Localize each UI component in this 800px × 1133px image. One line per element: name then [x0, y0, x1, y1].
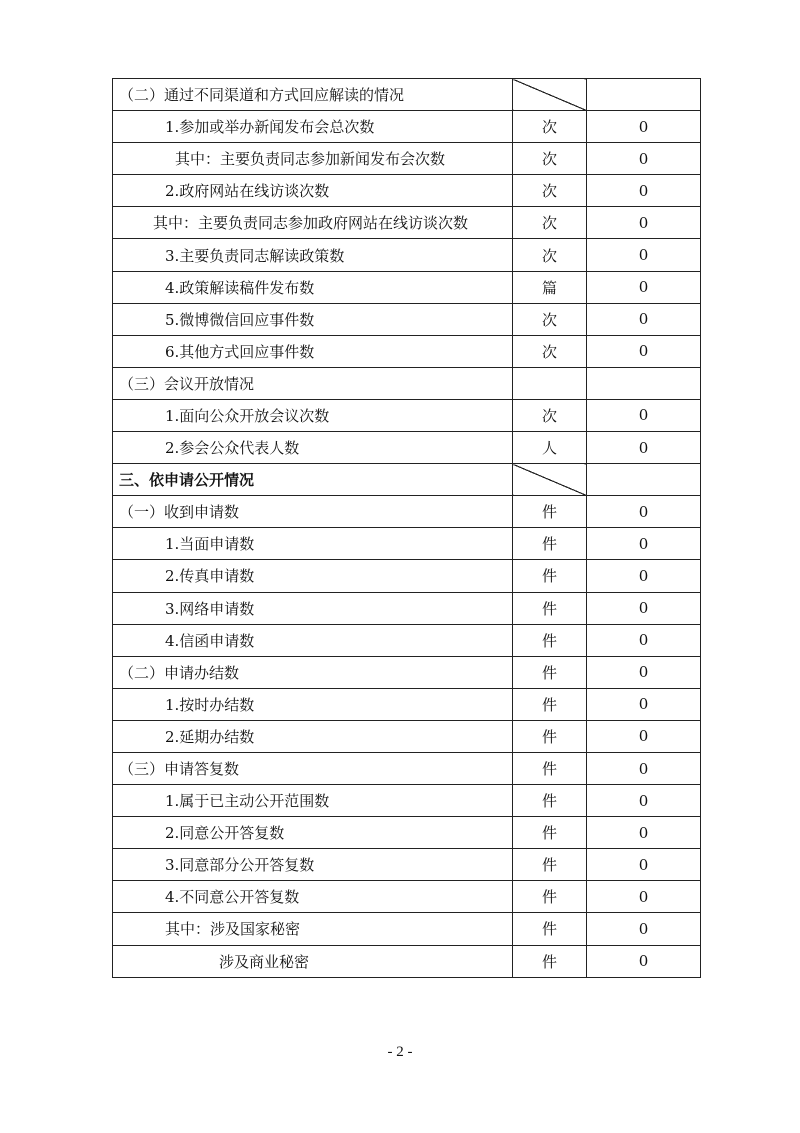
row-label: 2.政府网站在线访谈次数 [113, 175, 513, 207]
value-cell: 0 [587, 913, 701, 945]
table-row [113, 913, 701, 945]
unit-cell: 件 [513, 720, 587, 752]
table-row [113, 817, 701, 849]
row-label: 2.延期办结数 [113, 720, 513, 752]
table-row [113, 464, 701, 496]
table-row [113, 111, 701, 143]
table-row [113, 688, 701, 720]
value-cell: 0 [587, 496, 701, 528]
row-label: 其中：主要负责同志参加政府网站在线访谈次数 [113, 207, 513, 239]
value-cell: 0 [587, 143, 701, 175]
table-row [113, 785, 701, 817]
table-row [113, 432, 701, 464]
statistics-table [112, 78, 701, 978]
table-row [113, 399, 701, 431]
unit-cell: 件 [513, 496, 587, 528]
row-label: 1.参加或举办新闻发布会总次数 [113, 111, 513, 143]
table-row [113, 143, 701, 175]
unit-cell: 件 [513, 624, 587, 656]
value-cell: 0 [587, 817, 701, 849]
value-cell [587, 79, 701, 111]
table-row [113, 528, 701, 560]
row-label: （二）申请办结数 [113, 656, 513, 688]
value-cell: 0 [587, 399, 701, 431]
row-label: 4.政策解读稿件发布数 [113, 271, 513, 303]
unit-cell: 件 [513, 849, 587, 881]
value-cell: 0 [587, 335, 701, 367]
table-row [113, 79, 701, 111]
row-label: 2.同意公开答复数 [113, 817, 513, 849]
unit-cell: 件 [513, 560, 587, 592]
value-cell: 0 [587, 720, 701, 752]
unit-cell: 次 [513, 143, 587, 175]
unit-cell: 件 [513, 945, 587, 977]
row-label: 4.信函申请数 [113, 624, 513, 656]
value-cell: 0 [587, 560, 701, 592]
row-label: 2.传真申请数 [113, 560, 513, 592]
unit-cell [513, 367, 587, 399]
row-label: （三）申请答复数 [113, 752, 513, 784]
table-row [113, 592, 701, 624]
unit-cell: 次 [513, 111, 587, 143]
unit-cell: 次 [513, 303, 587, 335]
row-label: 1.面向公众开放会议次数 [113, 399, 513, 431]
row-label: 1.属于已主动公开范围数 [113, 785, 513, 817]
row-label: 6.其他方式回应事件数 [113, 335, 513, 367]
unit-cell: 件 [513, 688, 587, 720]
table-row [113, 207, 701, 239]
value-cell: 0 [587, 111, 701, 143]
table-row [113, 303, 701, 335]
value-cell [587, 464, 701, 496]
value-cell: 0 [587, 592, 701, 624]
unit-cell: 次 [513, 207, 587, 239]
row-label: 3.网络申请数 [113, 592, 513, 624]
table-body [113, 79, 701, 978]
row-label: 3.同意部分公开答复数 [113, 849, 513, 881]
unit-cell-diagonal [513, 79, 587, 111]
row-label: （三）会议开放情况 [113, 367, 513, 399]
table-row [113, 560, 701, 592]
unit-cell: 次 [513, 399, 587, 431]
value-cell [587, 367, 701, 399]
row-label: 涉及商业秘密 [113, 945, 513, 977]
value-cell: 0 [587, 207, 701, 239]
value-cell: 0 [587, 271, 701, 303]
unit-cell: 次 [513, 335, 587, 367]
unit-cell: 件 [513, 817, 587, 849]
value-cell: 0 [587, 752, 701, 784]
row-label: 4.不同意公开答复数 [113, 881, 513, 913]
row-label: （一）收到申请数 [113, 496, 513, 528]
row-label: 1.当面申请数 [113, 528, 513, 560]
row-label: 其中：主要负责同志参加新闻发布会次数 [113, 143, 513, 175]
page-number: - 2 - [387, 1044, 413, 1060]
unit-cell: 件 [513, 528, 587, 560]
unit-cell: 件 [513, 752, 587, 784]
value-cell: 0 [587, 945, 701, 977]
row-label: 5.微博微信回应事件数 [113, 303, 513, 335]
table-row [113, 175, 701, 207]
value-cell: 0 [587, 849, 701, 881]
unit-cell: 人 [513, 432, 587, 464]
unit-cell: 件 [513, 913, 587, 945]
unit-cell: 件 [513, 656, 587, 688]
table-row [113, 656, 701, 688]
unit-cell: 次 [513, 239, 587, 271]
value-cell: 0 [587, 528, 701, 560]
value-cell: 0 [587, 175, 701, 207]
table-row [113, 624, 701, 656]
table-row [113, 239, 701, 271]
unit-cell: 次 [513, 175, 587, 207]
value-cell: 0 [587, 303, 701, 335]
value-cell: 0 [587, 881, 701, 913]
value-cell: 0 [587, 624, 701, 656]
unit-cell: 件 [513, 785, 587, 817]
unit-cell-diagonal [513, 464, 587, 496]
value-cell: 0 [587, 239, 701, 271]
row-label: 其中：涉及国家秘密 [113, 913, 513, 945]
table-row [113, 752, 701, 784]
table-row [113, 720, 701, 752]
table-row [113, 367, 701, 399]
table-row [113, 849, 701, 881]
row-label: （二）通过不同渠道和方式回应解读的情况 [113, 79, 513, 111]
unit-cell: 篇 [513, 271, 587, 303]
table-row [113, 496, 701, 528]
row-label: 1.按时办结数 [113, 688, 513, 720]
row-label: 三、依申请公开情况 [113, 464, 513, 496]
table-row [113, 945, 701, 977]
row-label: 3.主要负责同志解读政策数 [113, 239, 513, 271]
table-row [113, 335, 701, 367]
unit-cell: 件 [513, 881, 587, 913]
value-cell: 0 [587, 785, 701, 817]
row-label: 2.参会公众代表人数 [113, 432, 513, 464]
table-row [113, 881, 701, 913]
table-row [113, 271, 701, 303]
value-cell: 0 [587, 656, 701, 688]
unit-cell: 件 [513, 592, 587, 624]
value-cell: 0 [587, 432, 701, 464]
value-cell: 0 [587, 688, 701, 720]
